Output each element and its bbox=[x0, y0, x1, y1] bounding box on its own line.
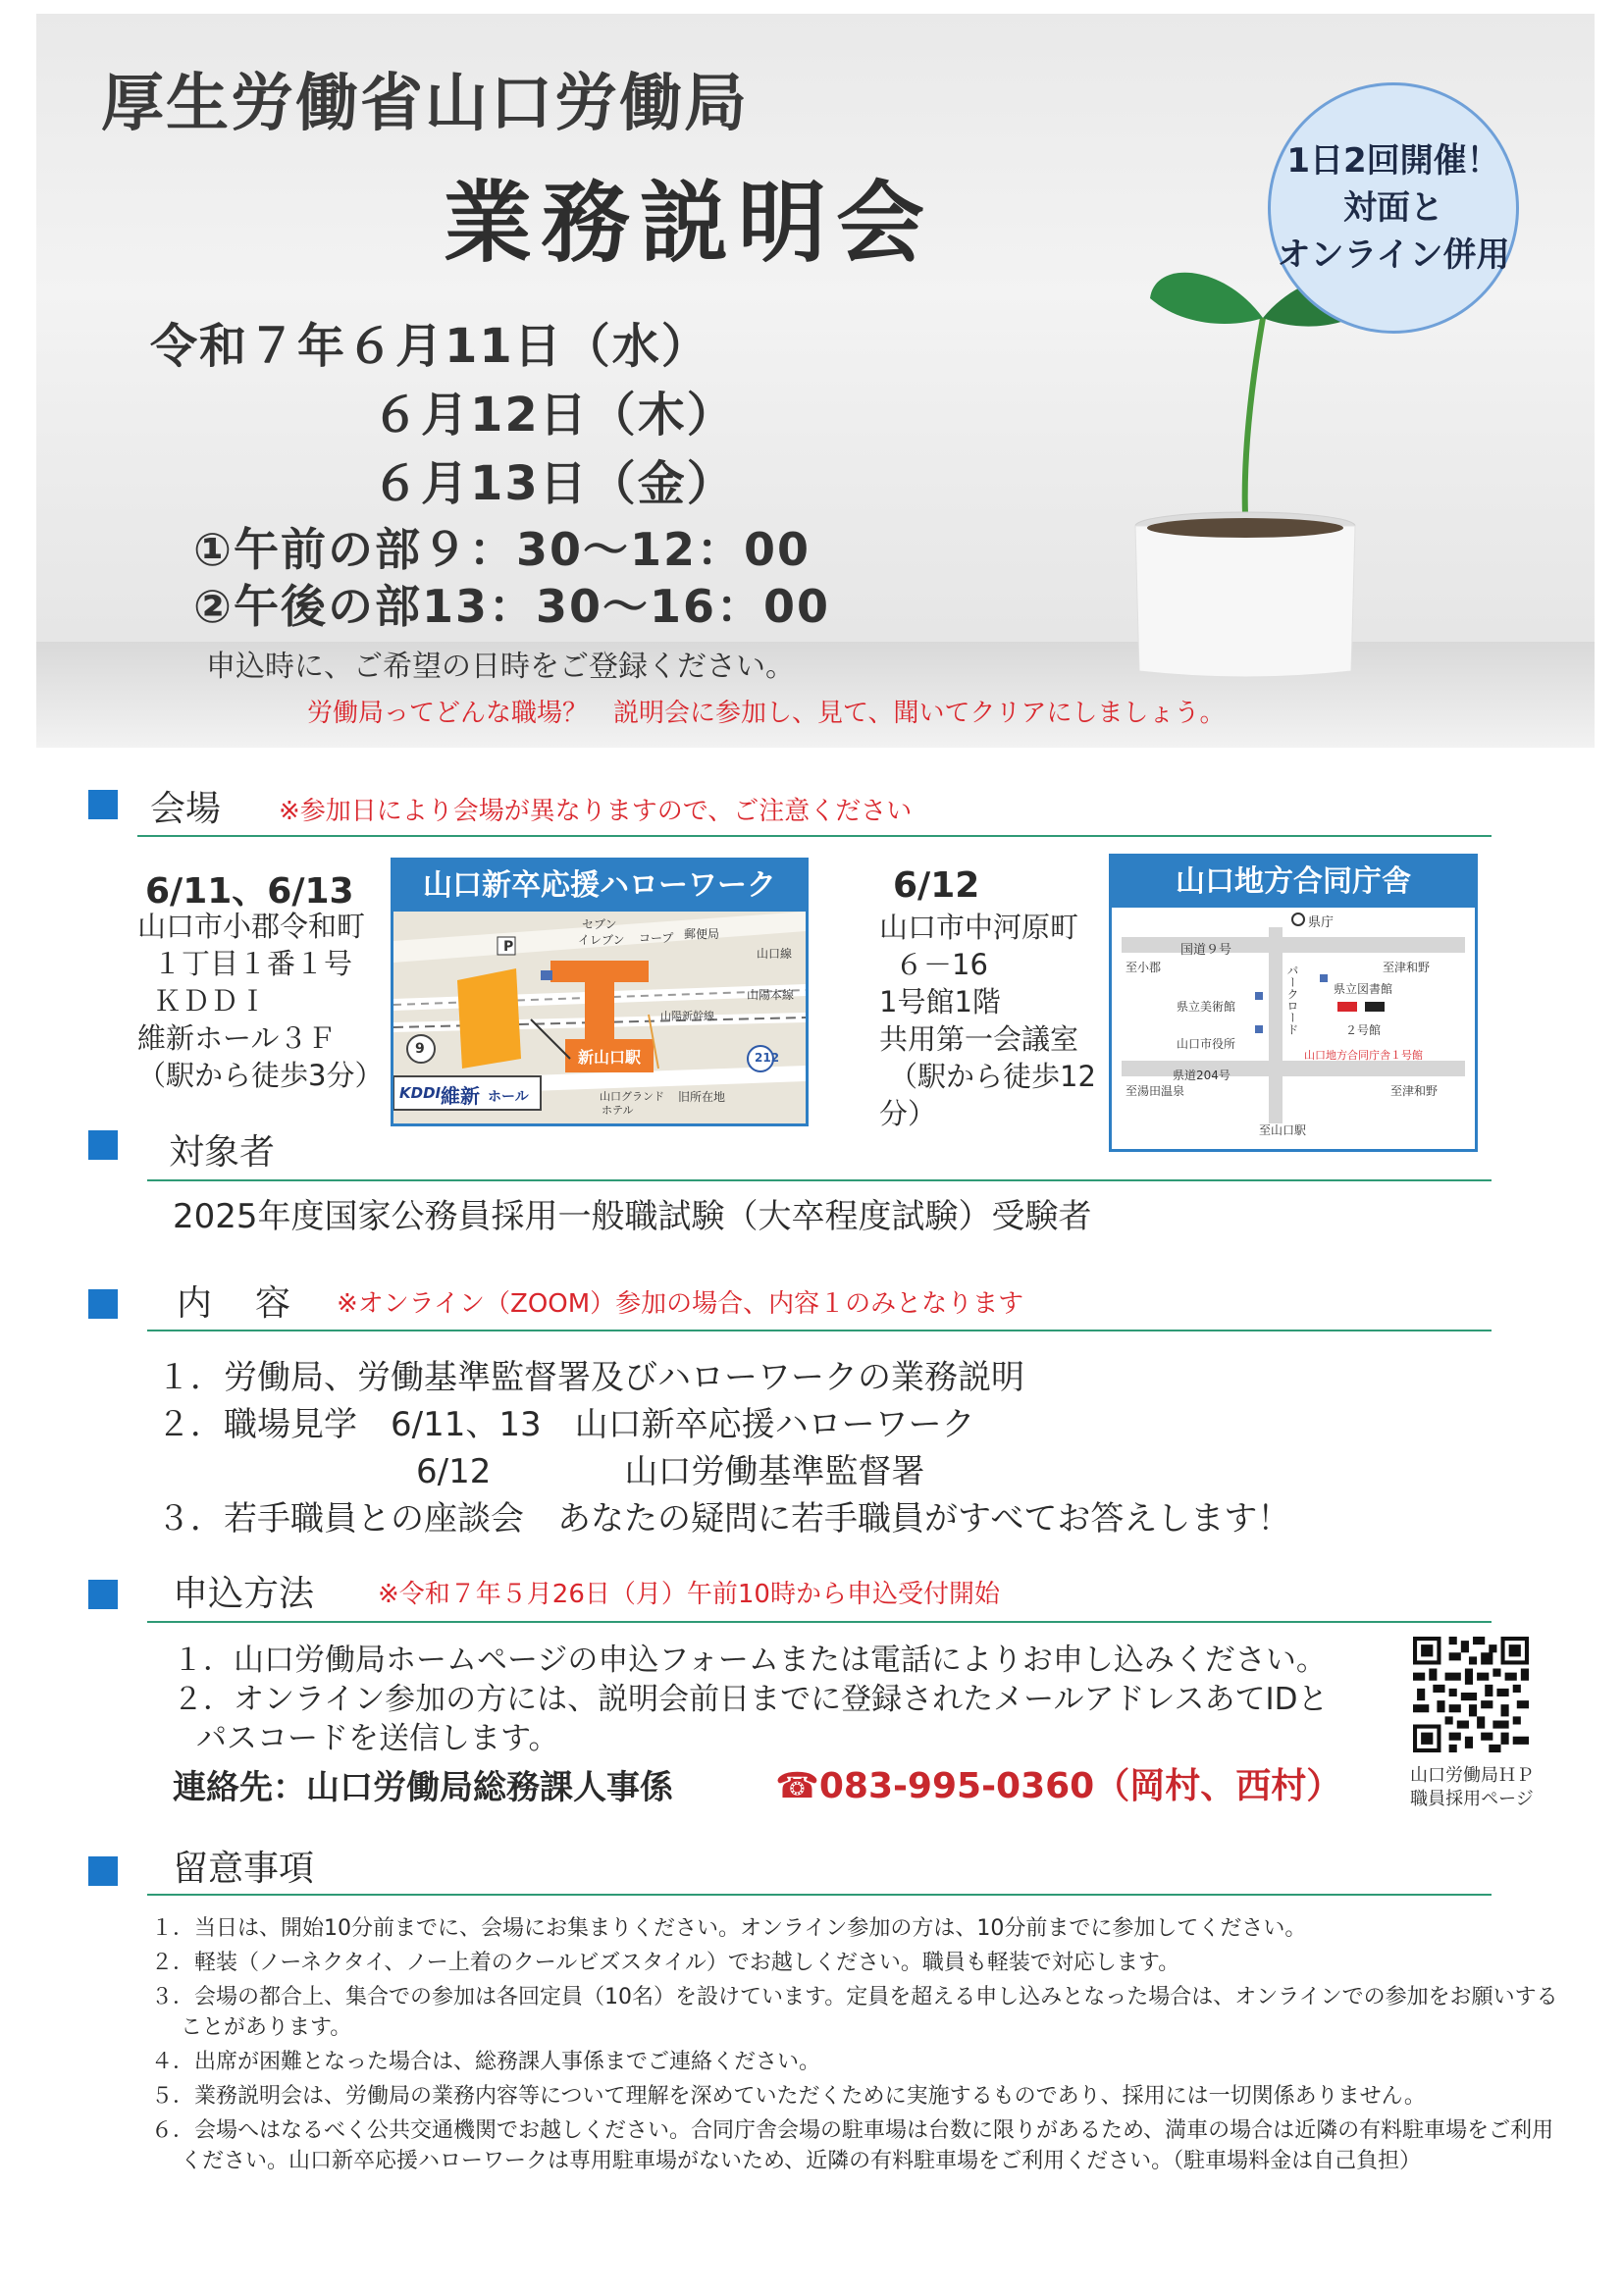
note-item: ５．業務説明会は、労働局の業務内容等について理解を深めていただくために実施するものであり、採用には一切関係ありません。 bbox=[151, 2084, 1426, 2109]
map2-to-yuda-label: 至湯田温泉 bbox=[1126, 1084, 1185, 1098]
map2-kencho-label: 県庁 bbox=[1308, 915, 1335, 930]
date-line-2: ６月12日（木） bbox=[372, 388, 736, 443]
notes-heading: 留意事項 bbox=[173, 1849, 315, 1889]
apply-note: ※令和７年５月26日（月）午前10時から申込受付開始 bbox=[378, 1580, 1000, 1609]
qr-caption-line: 山口労働局ＨＰ bbox=[1410, 1765, 1534, 1786]
register-note: 申込時に、ご希望の日時をご登録ください。 bbox=[206, 650, 795, 684]
section-marker-notes bbox=[88, 1856, 118, 1886]
note-item: １．当日は、開始10分前までに、会場にお集まりください。オンライン参加の方は、10分前までに参加してください。 bbox=[151, 1916, 1307, 1941]
notes-rule bbox=[147, 1894, 1492, 1896]
map1-hall-logo-2: ホール bbox=[488, 1089, 529, 1105]
map1-shinkansen-label: 山陽新幹線 bbox=[660, 1010, 714, 1022]
map1-yamaguchi-line-label: 山口線 bbox=[757, 947, 793, 961]
section-marker-apply bbox=[88, 1580, 118, 1609]
apply-item-2b: パスコードを送信します。 bbox=[196, 1721, 559, 1756]
date-line-3: ６月13日（金） bbox=[372, 456, 736, 511]
content-rule bbox=[147, 1330, 1492, 1331]
contact-phone: ☎083-995-0360（岡村、西村） bbox=[775, 1766, 1342, 1806]
note-item: ２．軽装（ノーネクタイ、ノー上着のクールビズスタイル）でお越しください。職員も軽装で対応します。 bbox=[151, 1951, 1180, 1975]
map2-to-tsuwano-label-2: 至津和野 bbox=[1390, 1084, 1439, 1098]
map1-post-label: 郵便局 bbox=[684, 927, 720, 941]
content-note: ※オンライン（ZOOM）参加の場合、内容１のみとなります bbox=[337, 1289, 1024, 1319]
map1-coop-label: コープ bbox=[639, 931, 674, 945]
content-item-1: １．労働局、労働基準監督署及びハローワークの業務説明 bbox=[157, 1358, 1024, 1397]
contact-label: 連絡先：山口労働局総務課人事係 bbox=[173, 1768, 673, 1807]
venue1-address-line: １丁目１番１号 bbox=[153, 947, 353, 980]
venue1-address-line: 維新ホール３Ｆ bbox=[137, 1021, 337, 1055]
venue2-address bbox=[879, 909, 1096, 1132]
venue1-date: 6/11、6/13 bbox=[145, 871, 354, 912]
content-item-2b: 6/12 山口労働基準監督署 bbox=[416, 1452, 925, 1491]
map-hellowork-title: 山口新卒応援ハローワーク bbox=[393, 861, 806, 912]
venue1-address bbox=[137, 908, 383, 1094]
map2-bldg2-label: ２号館 bbox=[1345, 1023, 1382, 1037]
venue2-address-line: 山口市中河原町 bbox=[879, 911, 1079, 944]
qr-caption bbox=[1391, 1764, 1552, 1811]
map-joint-office bbox=[1109, 854, 1478, 1152]
venue1-address-line: ＫＤＤＩ bbox=[153, 984, 268, 1018]
session-morning: ①午前の部９：30～12：00 bbox=[193, 523, 811, 576]
map2-bldg1-label: 山口地方合同庁舎１号館 bbox=[1304, 1049, 1423, 1062]
map1-kddi-logo: KDDI bbox=[399, 1084, 442, 1102]
map2-route9-label: 国道９号 bbox=[1180, 943, 1232, 958]
venue2-address-line: 分） bbox=[879, 1097, 937, 1130]
apply-rule bbox=[147, 1621, 1492, 1623]
map2-to-ogori-label: 至小郡 bbox=[1126, 961, 1162, 974]
notes-list bbox=[151, 1913, 1564, 2176]
map1-route212-label: 212 bbox=[755, 1051, 780, 1065]
map-joint-office-title: 山口地方合同庁舎 bbox=[1112, 857, 1475, 908]
map1-seven-label: セブン bbox=[582, 917, 617, 931]
map2-cityhall-label: 山口市役所 bbox=[1177, 1037, 1236, 1051]
badge-line-1: 1日2回開催！ bbox=[1286, 141, 1500, 181]
map2-to-tsuwano-label-1: 至津和野 bbox=[1383, 961, 1431, 974]
map2-library-label: 県立図書館 bbox=[1334, 982, 1393, 996]
hero-banner bbox=[36, 14, 1595, 748]
map1-sanyo-line-label: 山陽本線 bbox=[747, 988, 795, 1002]
content-heading: 内 容 bbox=[177, 1283, 295, 1324]
venue-heading: 会場 bbox=[150, 789, 222, 829]
map1-hotel-label-2: ホテル bbox=[602, 1104, 634, 1117]
content-item-3: ３．若手職員との座談会 あなたの疑問に若手職員がすべてお答えします！ bbox=[157, 1499, 1291, 1539]
section-marker-target bbox=[88, 1130, 118, 1160]
venue1-address-line: （駅から徒歩3分） bbox=[137, 1059, 384, 1092]
map1-route9-label: 9 bbox=[415, 1041, 425, 1057]
section-marker-content bbox=[88, 1289, 118, 1319]
session-format-badge bbox=[1268, 82, 1519, 334]
session-afternoon: ②午後の部13：30～16：00 bbox=[193, 580, 831, 633]
venue-rule bbox=[137, 835, 1492, 837]
apply-item-1: １．山口労働局ホームページの申込フォームまたは電話によりお申し込みください。 bbox=[173, 1643, 1327, 1678]
content-item-2: ２．職場見学 6/11、13 山口新卒応援ハローワーク bbox=[157, 1405, 975, 1444]
hero-title-main: 業務説明会 bbox=[444, 172, 934, 275]
note-item: ４．出席が困難となった場合は、総務課人事係までご連絡ください。 bbox=[151, 2050, 821, 2074]
venue2-address-line: ６－16 bbox=[895, 948, 988, 981]
apply-item-2: ２．オンライン参加の方には、説明会前日までに登録されたメールアドレスあてIDと bbox=[173, 1682, 1329, 1717]
venue1-address-line: 山口市小郡令和町 bbox=[137, 910, 366, 943]
apply-heading: 申込方法 bbox=[173, 1574, 315, 1614]
venue-note: ※参加日により会場が異なりますので、ご注意ください bbox=[279, 797, 913, 826]
qr-caption-line: 職員採用ページ bbox=[1410, 1789, 1534, 1809]
map1-hall-logo: 維新 bbox=[441, 1084, 480, 1108]
map1-hotel-label-1: 山口グランド bbox=[600, 1090, 664, 1103]
target-text: 2025年度国家公務員採用一般職試験（大卒程度試験）受験者 bbox=[173, 1197, 1092, 1236]
target-heading: 対象者 bbox=[169, 1132, 276, 1173]
hero-tagline: 労働局ってどんな職場？ 説明会に参加し、見て、聞いてクリアにしましょう。 bbox=[307, 699, 1226, 728]
target-rule bbox=[147, 1179, 1492, 1181]
venue2-address-line: 1号館1階 bbox=[879, 985, 1001, 1018]
hero-title-org: 厚生労働省山口労働局 bbox=[101, 68, 749, 140]
venue2-date: 6/12 bbox=[893, 865, 980, 906]
badge-line-2: 対面と bbox=[1343, 188, 1443, 228]
venue2-address-line: 共用第一会議室 bbox=[879, 1022, 1079, 1056]
venue2-address-line: （駅から徒歩12 bbox=[889, 1060, 1096, 1093]
note-item: ３．会場の都合上、集合での参加は各回定員（10名）を設けています。定員を超える申し込みとなった場合は、オンラインでの参加をお願いすることがあります。 bbox=[151, 1985, 1558, 2040]
map1-parking-label: P bbox=[503, 939, 514, 955]
map1-eleven-label: イレブン bbox=[578, 933, 625, 947]
map1-old-office-label: 旧所在地 bbox=[678, 1090, 726, 1104]
section-marker-venue bbox=[88, 790, 118, 819]
map2-to-station-label: 至山口駅 bbox=[1259, 1123, 1307, 1137]
map2-route204-label: 県道204号 bbox=[1173, 1069, 1230, 1082]
date-line-1: 令和７年６月11日（水） bbox=[150, 319, 710, 374]
map2-museum-label: 県立美術館 bbox=[1177, 1000, 1236, 1014]
map2-park-road-label: パークロード bbox=[1285, 965, 1299, 1035]
badge-line-3: オンライン併用 bbox=[1277, 235, 1510, 275]
qr-code-icon[interactable] bbox=[1413, 1637, 1529, 1752]
map1-station-label: 新山口駅 bbox=[578, 1048, 642, 1067]
map-hellowork bbox=[391, 858, 809, 1126]
note-item: ６．会場へはなるべく公共交通機関でお越しください。合同庁舎会場の駐車場は台数に限りがあるため、満車の場合は近隣の有料駐車場をご利用ください。山口新卒応援ハローワークは専用駐車場がないため、近隣の有料駐車場をご利用ください。（駐車場料金は自己負担） bbox=[151, 2118, 1554, 2173]
